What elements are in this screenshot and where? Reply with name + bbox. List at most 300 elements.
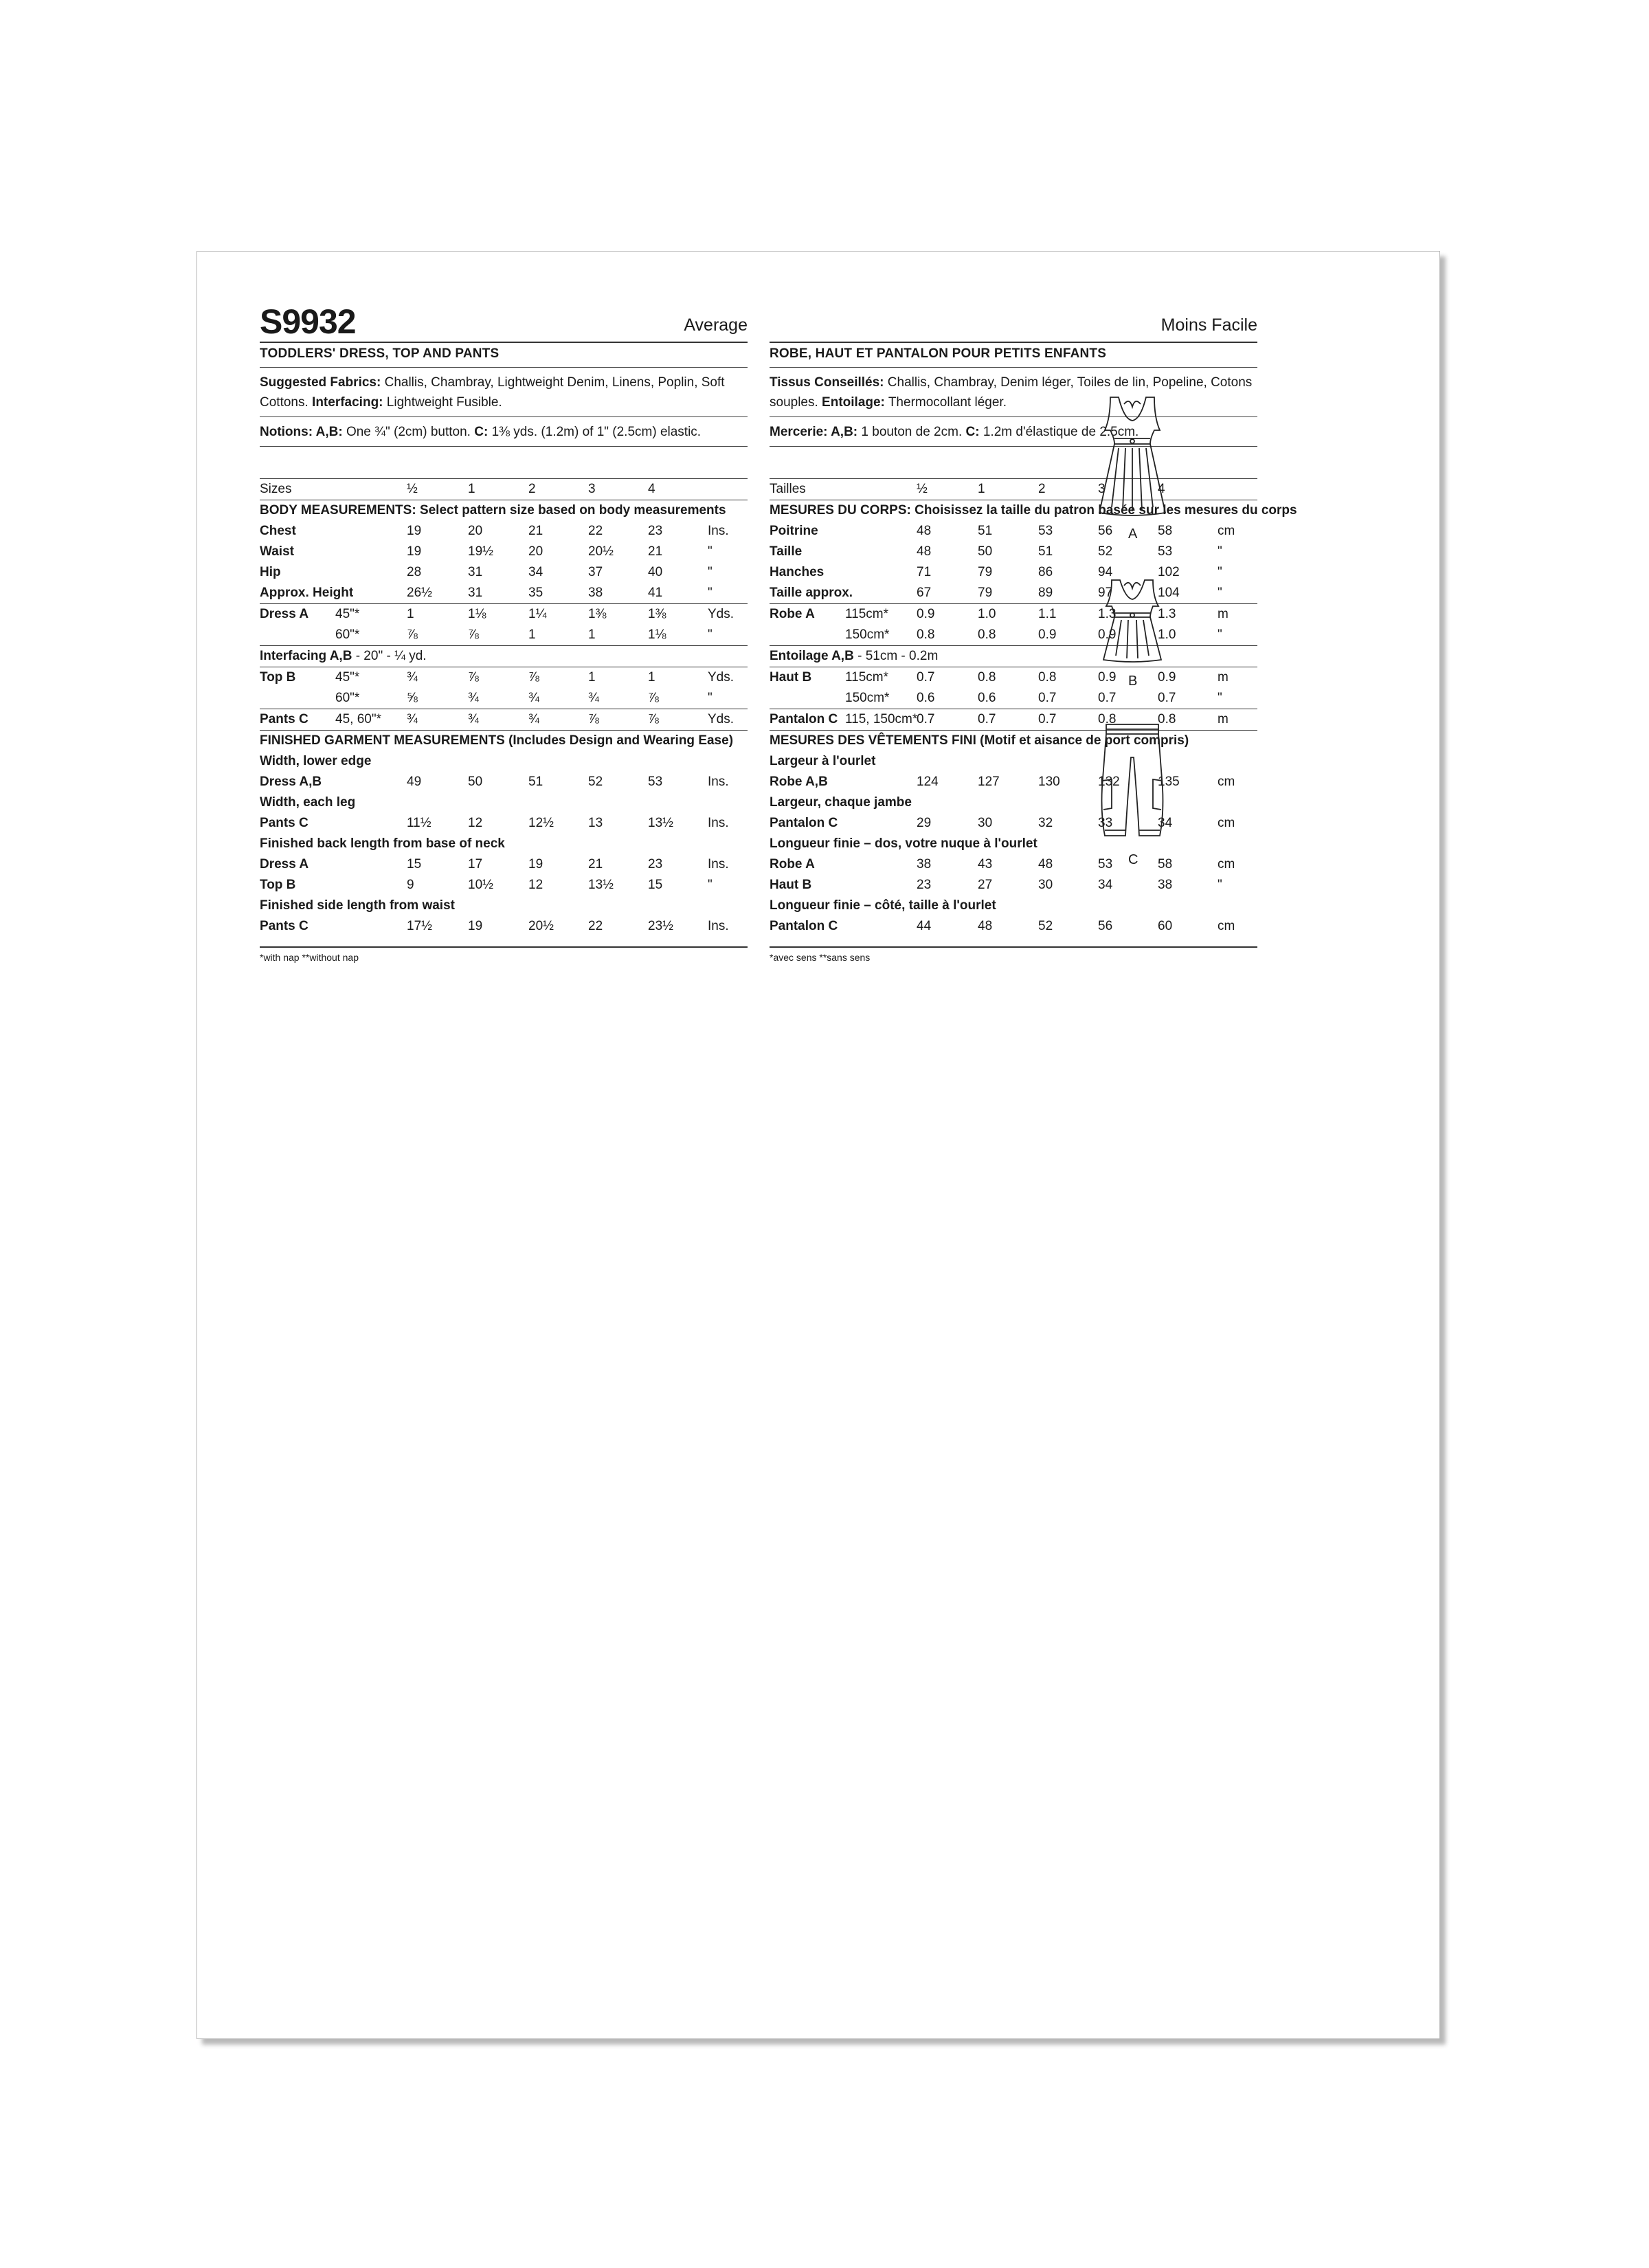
table-cell: 89: [1038, 586, 1053, 600]
table-cell: 34: [1158, 816, 1173, 830]
table-row: [260, 478, 748, 500]
interfacing-label: Interfacing:: [312, 395, 383, 410]
table-row: [770, 542, 1257, 562]
table-cell: cm: [1218, 919, 1235, 933]
table-cell: 56: [1098, 524, 1113, 538]
row-label: Pants C: [260, 712, 309, 726]
row-label: Pants C: [260, 919, 309, 933]
section-heading: BODY MEASUREMENTS: Select pattern size based on body measurements: [260, 503, 726, 518]
table-cell: 0.7: [1098, 691, 1117, 705]
table-cell: 2: [1038, 482, 1046, 496]
table-cell: ": [708, 878, 713, 892]
table-cell: ": [1218, 565, 1222, 579]
table-cell: 2: [528, 482, 536, 496]
section-heading: MESURES DU CORPS: Choisissez la taille du patron basée sur les mesures du corps: [770, 503, 1297, 518]
table-row: [260, 500, 748, 521]
table-cell: 0.6: [978, 691, 996, 705]
table-cell: 1: [648, 670, 655, 685]
table-cell: ⅝: [407, 691, 418, 705]
table-cell: Ins.: [708, 816, 729, 830]
table-cell: 51: [1038, 544, 1053, 559]
table-row: [260, 583, 748, 603]
table-cell: 102: [1158, 565, 1180, 579]
table-cell: 0.8: [1158, 712, 1176, 726]
table-cell: 27: [978, 878, 993, 892]
row-label: Hip: [260, 565, 281, 579]
table-cell: 53: [648, 775, 663, 789]
row-label: Poitrine: [770, 524, 818, 538]
row-label: Dress A: [260, 607, 309, 621]
table-cell: 1.0: [978, 607, 996, 621]
section-heading: Longueur finie – dos, votre nuque à l'ourlet: [770, 836, 1037, 851]
table-cell: ⅞: [588, 712, 599, 726]
row-label: Chest: [260, 524, 296, 538]
table-cell: 97: [1098, 586, 1113, 600]
table-cell: 19: [468, 919, 483, 933]
table-row: [260, 709, 748, 730]
table-cell: 135: [1158, 775, 1180, 789]
table-cell: 19: [528, 857, 543, 871]
table-cell: ¾: [468, 712, 479, 726]
interfacing-text: Lightweight Fusible.: [383, 395, 502, 410]
table-cell: cm: [1218, 816, 1235, 830]
row-label: Tailles: [770, 482, 806, 496]
table-cell: 0.7: [1038, 712, 1057, 726]
table-row: [260, 521, 748, 542]
table-cell: 1: [528, 627, 536, 642]
table-cell: 48: [978, 919, 993, 933]
interfacing-label-fr: Entoilage:: [822, 395, 885, 410]
table-cell: 15: [407, 857, 422, 871]
row-label: Top B: [260, 878, 296, 892]
table-cell: 1¼: [528, 607, 547, 621]
table-row: [260, 562, 748, 583]
row-label: Pantalon C: [770, 816, 838, 830]
table-cell: 29: [917, 816, 932, 830]
table-cell: 30: [1038, 878, 1053, 892]
table-cell: 86: [1038, 565, 1053, 579]
table-cell: ¾: [588, 691, 599, 705]
row-sublabel: 150cm*: [845, 627, 890, 642]
section-heading: MESURES DES VÊTEMENTS FINI (Motif et aisance de port compris): [770, 733, 1189, 748]
row-label: Haut B: [770, 878, 812, 892]
table-row: [770, 813, 1257, 834]
table-cell: ": [1218, 586, 1222, 600]
table-cell: 44: [917, 919, 932, 933]
table-cell: 50: [468, 775, 483, 789]
row-label: Robe A,B: [770, 775, 828, 789]
table-cell: 20: [528, 544, 543, 559]
table-cell: 1.3: [1098, 607, 1117, 621]
table-row: [260, 875, 748, 896]
table-cell: 1.3: [1158, 607, 1176, 621]
table-cell: 0.7: [1038, 691, 1057, 705]
table-row: [260, 896, 748, 916]
row-label: Top B: [260, 670, 296, 685]
notions-paragraph: [260, 417, 748, 446]
row-label: Waist: [260, 544, 294, 559]
table-cell: 53: [1098, 857, 1113, 871]
table-cell: Ins.: [708, 919, 729, 933]
table-cell: 31: [468, 565, 483, 579]
table-row: [770, 916, 1257, 937]
table-row: [770, 751, 1257, 772]
table-cell: 20½: [528, 919, 554, 933]
table-cell: 0.7: [1158, 691, 1176, 705]
notions-text-c: 1⅜ yds. (1.2m) of 1" (2.5cm) elastic.: [488, 425, 702, 439]
table-cell: 0.8: [1098, 712, 1117, 726]
table-row: [770, 709, 1257, 730]
table-row: [260, 854, 748, 875]
table-cell: 0.9: [1158, 670, 1176, 685]
measurement-table-en: [260, 478, 748, 937]
table-cell: 40: [648, 565, 663, 579]
table-cell: ": [1218, 627, 1222, 642]
table-row: [260, 625, 748, 645]
table-cell: cm: [1218, 524, 1235, 538]
table-cell: 23: [648, 524, 663, 538]
table-row: [260, 542, 748, 562]
table-cell: ½: [917, 482, 928, 496]
table-cell: ¾: [468, 691, 479, 705]
table-row: [260, 813, 748, 834]
table-cell: 13: [588, 816, 603, 830]
table-cell: 33: [1098, 816, 1113, 830]
table-cell: ": [708, 565, 713, 579]
table-cell: 19: [407, 544, 422, 559]
row-label: Pantalon C: [770, 712, 838, 726]
row-label: Approx. Height: [260, 586, 354, 600]
sketch-letter-c: C: [1128, 852, 1138, 867]
table-row: [770, 667, 1257, 688]
row-label: Robe A: [770, 857, 815, 871]
table-cell: ⅞: [648, 691, 659, 705]
row-sublabel: 60"*: [335, 627, 360, 642]
table-cell: Yds.: [708, 712, 734, 726]
notions-label: Notions: A,B:: [260, 425, 343, 439]
fabrics-label: Suggested Fabrics:: [260, 375, 381, 390]
table-cell: Ins.: [708, 524, 729, 538]
table-cell: m: [1218, 670, 1229, 685]
table-cell: 3: [1098, 482, 1106, 496]
table-row: [260, 730, 748, 751]
table-cell: ⅞: [407, 627, 418, 642]
row-label: Dress A: [260, 857, 309, 871]
table-cell: 48: [917, 544, 932, 559]
table-cell: ": [708, 586, 713, 600]
table-cell: 13½: [648, 816, 673, 830]
table-cell: 19: [407, 524, 422, 538]
table-cell: 12: [528, 878, 543, 892]
table-cell: ⅞: [648, 712, 659, 726]
table-cell: 22: [588, 919, 603, 933]
table-cell: 0.7: [917, 670, 935, 685]
table-cell: 19½: [468, 544, 493, 559]
table-cell: 35: [528, 586, 543, 600]
table-cell: 38: [588, 586, 603, 600]
table-cell: 56: [1098, 919, 1113, 933]
table-cell: 0.9: [917, 607, 935, 621]
table-cell: 1⅛: [648, 627, 666, 642]
section-heading: Longueur finie – côté, taille à l'ourlet: [770, 898, 996, 913]
table-cell: 50: [978, 544, 993, 559]
table-cell: 34: [1098, 878, 1113, 892]
table-cell: ½: [407, 482, 418, 496]
section-heading: Largeur, chaque jambe: [770, 795, 912, 810]
table-row: [770, 562, 1257, 583]
table-cell: cm: [1218, 775, 1235, 789]
table-cell: 79: [978, 586, 993, 600]
table-cell: 31: [468, 586, 483, 600]
row-label: Dress A,B: [260, 775, 322, 789]
french-column: [770, 251, 1297, 963]
footnote-fr: *avec sens **sans sens: [770, 952, 871, 963]
table-cell: 0.8: [917, 627, 935, 642]
table-cell: 104: [1158, 586, 1180, 600]
table-cell: 0.8: [978, 670, 996, 685]
row-sublabel: 45"*: [335, 607, 360, 621]
table-row: [260, 916, 748, 937]
table-cell: 23: [648, 857, 663, 871]
table-cell: ": [708, 691, 713, 705]
table-cell: 0.8: [978, 627, 996, 642]
table-cell: Ins.: [708, 857, 729, 871]
table-row: [770, 875, 1257, 896]
table-cell: 0.6: [917, 691, 935, 705]
table-cell: 130: [1038, 775, 1060, 789]
table-cell: 23: [917, 878, 932, 892]
table-cell: 1⅜: [588, 607, 607, 621]
table-cell: ¾: [407, 670, 418, 685]
table-cell: 4: [1158, 482, 1165, 496]
table-row: [260, 834, 748, 854]
notions-c-label-fr: C:: [965, 425, 980, 439]
table-cell: 12: [468, 816, 483, 830]
row-label: Haut B: [770, 670, 812, 685]
table-cell: ¾: [528, 712, 539, 726]
table-cell: ⅞: [468, 627, 479, 642]
difficulty-level: Average: [684, 315, 748, 335]
table-cell: 53: [1158, 544, 1173, 559]
table-row: [260, 667, 748, 688]
fabrics-text: Challis, Chambray, Lightweight Denim, Linens, Poplin, Soft Cottons.: [260, 375, 725, 410]
table-cell: 124: [917, 775, 939, 789]
heading-bold-part: Entoilage A,B: [770, 649, 854, 663]
table-cell: 1⅜: [648, 607, 666, 621]
table-cell: 67: [917, 586, 932, 600]
fabrics-text-fr: Challis, Chambray, Denim léger, Toiles de lin, Popeline, Cotons souples.: [770, 375, 1253, 410]
row-label: Taille approx.: [770, 586, 853, 600]
notions-text-ab-fr: 1 bouton de 2cm.: [857, 425, 966, 439]
table-row: [770, 730, 1257, 751]
difficulty-level-fr: Moins Facile: [1160, 315, 1257, 335]
table-cell: m: [1218, 712, 1229, 726]
section-heading: Largeur à l'ourlet: [770, 754, 876, 768]
table-row: [260, 772, 748, 792]
table-cell: 58: [1158, 857, 1173, 871]
table-cell: 79: [978, 565, 993, 579]
row-sublabel: 45, 60"*: [335, 712, 381, 726]
table-row: [770, 521, 1257, 542]
table-cell: ": [708, 544, 713, 559]
table-cell: cm: [1218, 857, 1235, 871]
table-cell: 12½: [528, 816, 554, 830]
table-cell: 20½: [588, 544, 614, 559]
table-cell: 0.9: [1038, 627, 1057, 642]
table-cell: 52: [588, 775, 603, 789]
row-sublabel: 150cm*: [845, 691, 890, 705]
table-row: [770, 500, 1297, 521]
table-cell: 0.7: [917, 712, 935, 726]
table-row: [260, 688, 748, 709]
heading-rest-part: - 51cm - 0.2m: [853, 649, 939, 663]
section-heading: Finished side length from waist: [260, 898, 455, 913]
table-cell: 20: [468, 524, 483, 538]
table-cell: 1⅛: [468, 607, 486, 621]
row-label: Robe A: [770, 607, 815, 621]
table-cell: 21: [588, 857, 603, 871]
table-row: [770, 645, 1257, 667]
table-cell: 9: [407, 878, 414, 892]
row-label: Hanches: [770, 565, 824, 579]
table-cell: 127: [978, 775, 1000, 789]
table-cell: 1: [468, 482, 475, 496]
table-row: [770, 688, 1257, 709]
table-row: [770, 792, 1257, 813]
table-cell: 1.1: [1038, 607, 1057, 621]
table-cell: ¾: [407, 712, 418, 726]
row-sublabel: 115cm*: [845, 607, 889, 621]
section-heading: [260, 646, 427, 667]
row-sublabel: 45"*: [335, 670, 360, 685]
table-cell: 10½: [468, 878, 493, 892]
table-cell: 0.7: [978, 712, 996, 726]
table-cell: 0.8: [1038, 670, 1057, 685]
table-cell: 28: [407, 565, 422, 579]
table-cell: 0.9: [1098, 627, 1117, 642]
table-cell: 1: [588, 627, 596, 642]
table-row: [770, 583, 1257, 603]
table-cell: 17½: [407, 919, 432, 933]
table-cell: Yds.: [708, 670, 734, 685]
row-label: Taille: [770, 544, 803, 559]
table-cell: Ins.: [708, 775, 729, 789]
table-cell: ": [708, 627, 713, 642]
table-cell: 32: [1038, 816, 1053, 830]
fabrics-label-fr: Tissus Conseillés:: [770, 375, 884, 390]
table-row: [770, 854, 1257, 875]
table-cell: 132: [1098, 775, 1120, 789]
table-cell: 1: [978, 482, 985, 496]
row-label: Sizes: [260, 482, 292, 496]
table-row: [260, 645, 748, 667]
notions-text-c-fr: 1.2m d'élastique de 2.5cm.: [979, 425, 1139, 439]
fabrics-paragraph: [260, 368, 748, 416]
table-cell: 1: [407, 607, 414, 621]
table-row: [770, 896, 1257, 916]
heading-rest-part: - 20" - ¼ yd.: [352, 649, 427, 663]
table-cell: 53: [1038, 524, 1053, 538]
notions-paragraph-fr: [770, 417, 1257, 446]
table-row: [260, 792, 748, 813]
pattern-title: TODDLERS' DRESS, TOP AND PANTS: [260, 346, 500, 361]
table-cell: 43: [978, 857, 993, 871]
table-cell: 22: [588, 524, 603, 538]
row-label: Pants C: [260, 816, 309, 830]
table-cell: 48: [1038, 857, 1053, 871]
table-cell: 1: [588, 670, 596, 685]
table-cell: 38: [917, 857, 932, 871]
table-cell: 37: [588, 565, 603, 579]
table-cell: ⅞: [528, 670, 539, 685]
table-cell: ": [1218, 691, 1222, 705]
table-cell: ": [1218, 878, 1222, 892]
table-cell: 51: [978, 524, 993, 538]
row-sublabel: 60"*: [335, 691, 360, 705]
heading-bold-part: Interfacing A,B: [260, 649, 352, 663]
table-cell: ": [1218, 544, 1222, 559]
section-heading: [770, 646, 938, 667]
table-cell: 17: [468, 857, 483, 871]
notions-label-fr: Mercerie: A,B:: [770, 425, 858, 439]
table-row: [770, 834, 1257, 854]
french-header: [770, 251, 1257, 342]
table-cell: 51: [528, 775, 543, 789]
english-header: [260, 251, 748, 342]
table-cell: 71: [917, 565, 932, 579]
table-cell: 41: [648, 586, 663, 600]
table-cell: m: [1218, 607, 1229, 621]
table-cell: 1.0: [1158, 627, 1176, 642]
interfacing-text-fr: Thermocollant léger.: [884, 395, 1007, 410]
table-cell: 58: [1158, 524, 1173, 538]
section-heading: FINISHED GARMENT MEASUREMENTS (Includes Design and Wearing Ease): [260, 733, 734, 748]
section-heading: Width, lower edge: [260, 754, 372, 768]
table-row: [260, 751, 748, 772]
table-cell: 26½: [407, 586, 432, 600]
pattern-number: S9932: [260, 302, 356, 341]
table-cell: 52: [1098, 544, 1113, 559]
table-cell: 38: [1158, 878, 1173, 892]
measurement-table-fr: [770, 478, 1297, 937]
table-cell: 30: [978, 816, 993, 830]
table-cell: ⅞: [468, 670, 479, 685]
row-sublabel: 115cm*: [845, 670, 889, 685]
row-sublabel: 115, 150cm*: [845, 712, 918, 726]
pattern-title-fr: ROBE, HAUT ET PANTALON POUR PETITS ENFANTS: [770, 346, 1107, 361]
footnote: *with nap **without nap: [260, 952, 359, 963]
table-row: [770, 478, 1257, 500]
table-cell: 49: [407, 775, 422, 789]
row-label: Pantalon C: [770, 919, 838, 933]
table-cell: 94: [1098, 565, 1113, 579]
table-cell: 3: [588, 482, 596, 496]
table-cell: 4: [648, 482, 655, 496]
table-cell: 52: [1038, 919, 1053, 933]
table-row: [260, 603, 748, 625]
section-heading: Finished back length from base of neck: [260, 836, 505, 851]
table-cell: 0.9: [1098, 670, 1117, 685]
fabrics-paragraph-fr: [770, 368, 1257, 416]
notions-text-ab: One ¾" (2cm) button.: [342, 425, 475, 439]
table-row: [770, 603, 1257, 625]
table-cell: 21: [528, 524, 543, 538]
table-row: [770, 772, 1257, 792]
table-cell: ¾: [528, 691, 539, 705]
table-cell: 21: [648, 544, 663, 559]
table-row: [770, 625, 1257, 645]
table-cell: 11½: [407, 816, 431, 830]
